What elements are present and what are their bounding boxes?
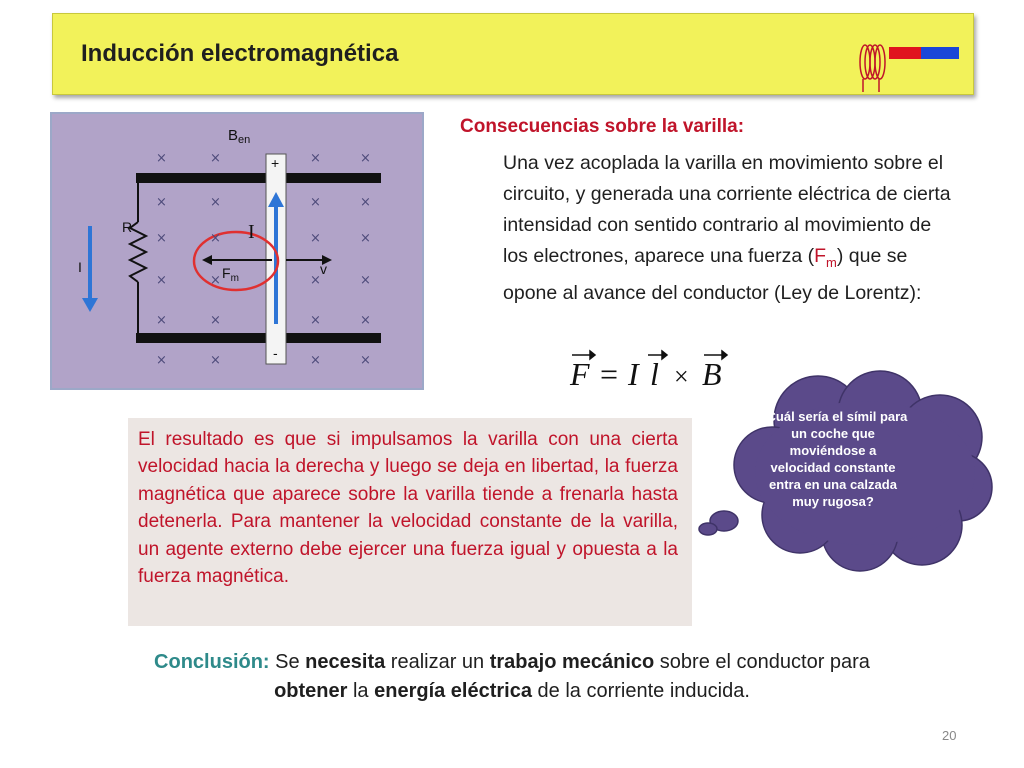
current-arrowhead-left xyxy=(82,298,98,312)
coil-magnet-icon xyxy=(851,36,961,96)
field-cross: × xyxy=(310,313,321,328)
para-part-2: ) que se opone al avance del conductor (Ley de Lorentz): xyxy=(503,245,922,304)
page-number: 20 xyxy=(942,728,957,743)
result-text: El resultado es que si impulsamos la varilla con una cierta velocidad hacia la derecha y luego se deja en libertad, la fuerza magnética que aparece sobre la varilla tiende a frenarla hasta detenerla. Para mantener la velocidad constante de la varilla, un agente externo debe ejercer una fuerza igual y opuesta a la fuerza magnética. xyxy=(138,429,678,588)
field-cross: × xyxy=(310,231,321,246)
field-cross: × xyxy=(360,273,371,288)
resistor-label: R xyxy=(122,219,133,235)
formula-b: B xyxy=(702,356,722,392)
formula-l: l xyxy=(650,356,659,392)
field-cross: × xyxy=(360,195,371,210)
field-cross: × xyxy=(360,313,371,328)
field-cross: × xyxy=(310,151,321,166)
field-cross: × xyxy=(310,353,321,368)
field-cross: × xyxy=(360,151,371,166)
bottom-rail xyxy=(136,333,381,343)
thought-cloud-question: ¿Cuál sería el símil para un coche que moviéndose a velocidad constante entra en una calzada muy rugosa? xyxy=(758,409,908,509)
field-label: $B_{en}$ xyxy=(228,127,251,146)
title-bar xyxy=(52,13,974,95)
field-cross: × xyxy=(310,273,321,288)
field-cross: × xyxy=(310,195,321,210)
field-cross: × xyxy=(156,313,167,328)
force-arrowhead xyxy=(202,255,212,265)
field-cross: × xyxy=(210,313,221,328)
formula-i: I xyxy=(628,356,639,392)
field-cross: × xyxy=(360,353,371,368)
rod-current-label: I xyxy=(248,221,255,243)
conclusion: Conclusión: Se necesita realizar un trabajo mecánico sobre el conductor para obtener la energía eléctrica de la corriente inducida. xyxy=(154,651,870,702)
circuit-diagram xyxy=(50,112,424,390)
plus-label: + xyxy=(271,155,280,171)
field-cross: × xyxy=(360,231,371,246)
velocity-label: v xyxy=(320,261,327,277)
minus-label: - xyxy=(273,345,278,361)
circuit-svg xyxy=(52,114,422,388)
result-box xyxy=(128,418,692,626)
slide-title: Inducción electromagnética xyxy=(81,40,399,67)
field-cross: × xyxy=(156,273,167,288)
field-cross: × xyxy=(156,353,167,368)
formula-times: × xyxy=(674,362,689,391)
field-cross: × xyxy=(210,231,221,246)
para-part-1: Una vez acoplada la varilla en movimiento sobre el circuito, y generada una corriente eléctrica de cierta intensidad con sentido contrario al movimiento de los electrones, aparece una fuerza ( xyxy=(503,152,951,267)
resistor xyxy=(130,222,146,282)
top-rail xyxy=(136,173,381,183)
consequences-heading: Consecuencias sobre la varilla: xyxy=(460,116,745,137)
force-symbol: $F_m$ xyxy=(814,245,837,270)
field-cross: × xyxy=(210,273,221,288)
formula-f: F xyxy=(570,356,590,392)
conclusion-label: Conclusión: xyxy=(154,651,270,673)
consequences-paragraph xyxy=(503,148,953,309)
field-cross: × xyxy=(156,151,167,166)
field-cross: × xyxy=(156,195,167,210)
force-label: $F_m$ xyxy=(222,265,239,284)
field-cross: × xyxy=(210,195,221,210)
field-cross: × xyxy=(156,231,167,246)
field-cross: × xyxy=(210,151,221,166)
current-left-label: I xyxy=(78,259,82,275)
field-cross: × xyxy=(210,353,221,368)
formula-equals: = xyxy=(600,356,619,392)
cloud-bubbles xyxy=(699,511,738,535)
